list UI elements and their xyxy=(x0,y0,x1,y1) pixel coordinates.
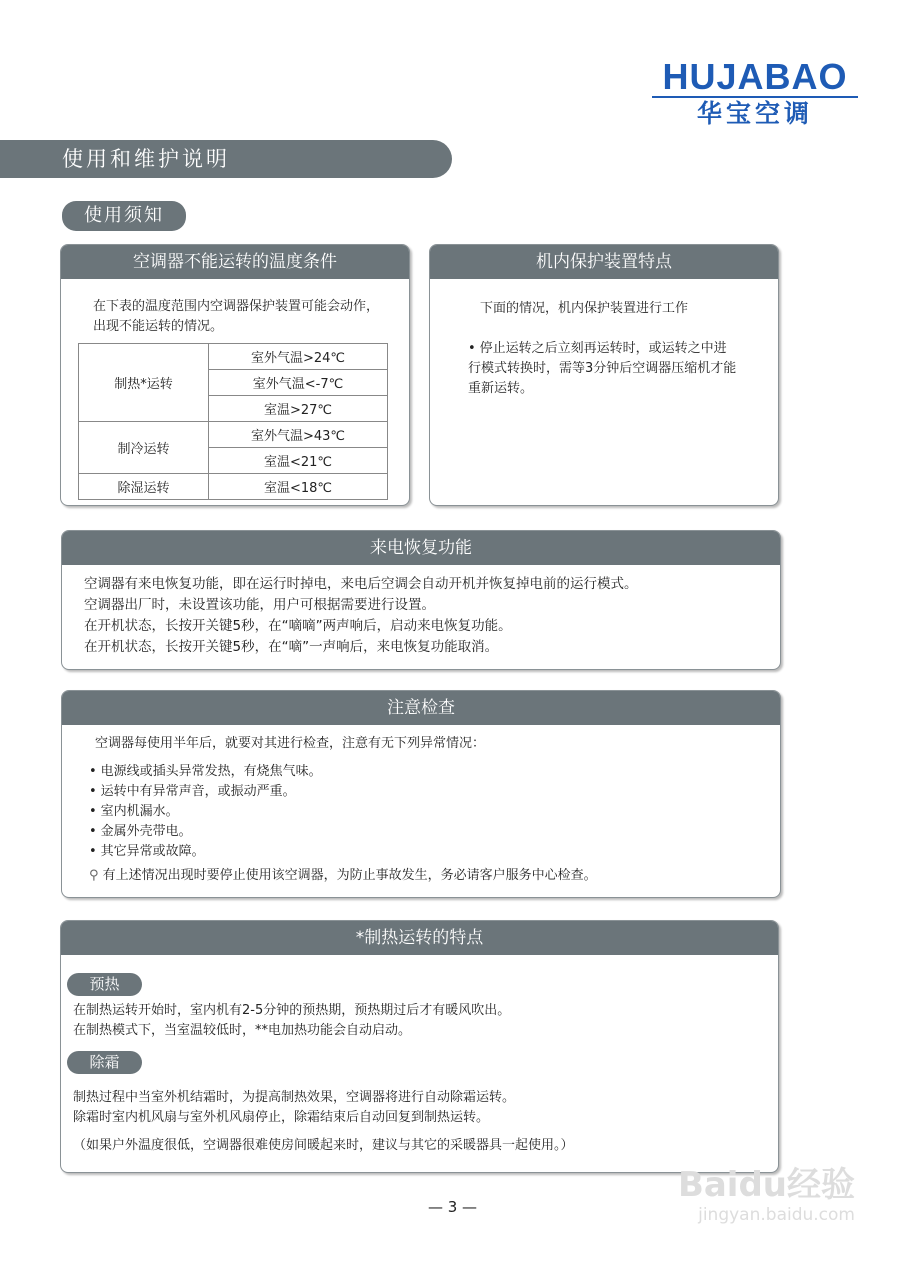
watermark-brand: Baidu经验 xyxy=(677,1165,855,1205)
bullet-item: • 金属外壳带电。 xyxy=(89,822,780,842)
section-title: 使用和维护说明 xyxy=(0,140,452,178)
box-intro: 在下表的温度范围内空调器保护装置可能会动作，出现不能运转的情况。 xyxy=(93,299,380,334)
subsection-title: 使用须知 xyxy=(62,201,186,231)
bullet-item: • 其它异常或故障。 xyxy=(89,842,780,862)
text-line: 在制热模式下，当室温较低时，**电加热功能会自动启动。 xyxy=(73,1023,412,1038)
mode-cell: 除湿运转 xyxy=(79,474,209,500)
defrost-label: 除霜 xyxy=(67,1051,142,1074)
text-line: 在制热运转开始时，室内机有2-5分钟的预热期，预热期过后才有暖风吹出。 xyxy=(73,1003,511,1018)
temperature-table xyxy=(78,343,388,500)
cond-cell: 室温<18℃ xyxy=(209,474,388,500)
mode-cell: 制热*运转 xyxy=(79,344,209,422)
temperature-conditions-box xyxy=(60,244,410,506)
box-header: 来电恢复功能 xyxy=(62,531,780,565)
box-header: 注意检查 xyxy=(62,691,780,725)
heating-features-box xyxy=(60,920,779,1173)
brand-logo xyxy=(652,58,858,130)
text-line: 在开机状态，长按开关键5秒，在“嘀嘀”两声响后，启动来电恢复功能。 xyxy=(84,618,512,634)
box-intro: 下面的情况，机内保护装置进行工作 xyxy=(480,301,689,316)
watermark-url: jingyan.baidu.com xyxy=(698,1205,855,1225)
box-intro: 空调器每使用半年后，就要对其进行检查，注意有无下列异常情况： xyxy=(95,736,486,751)
inspection-box xyxy=(61,690,781,898)
cond-cell: 室外气温>24℃ xyxy=(209,344,388,370)
logo-en: HUJABAO xyxy=(652,58,858,98)
note-text: （如果户外温度很低，空调器很难使房间暖起来时，建议与其它的采暖器具一起使用。） xyxy=(73,1138,574,1153)
cond-cell: 室外气温>43℃ xyxy=(209,422,388,448)
bullet-item: • 停止运转之后立刻再运转时，或运转之中进行模式转换时，需等3分钟后空调器压缩机才能重新运转。 xyxy=(468,339,738,399)
magnifier-icon: ⚲ xyxy=(89,868,103,883)
mode-cell: 制冷运转 xyxy=(79,422,209,474)
watermark xyxy=(645,1165,855,1225)
text-line: 制热过程中当室外机结霜时，为提高制热效果，空调器将进行自动除霜运转。 xyxy=(73,1090,516,1105)
bullet-item: • 电源线或插头异常发热，有烧焦气味。 xyxy=(89,762,780,782)
logo-cn: 华宝空调 xyxy=(696,99,813,128)
box-header: 空调器不能运转的温度条件 xyxy=(61,245,409,279)
box-header: 机内保护装置特点 xyxy=(430,245,778,279)
bullet-item: • 室内机漏水。 xyxy=(89,802,780,822)
bullet-item: • 运转中有异常声音，或振动严重。 xyxy=(89,782,780,802)
power-recovery-box xyxy=(61,530,781,670)
note-text: 有上述情况出现时要停止使用该空调器，为防止事故发生，务必请客户服务中心检查。 xyxy=(102,868,597,883)
protection-features-box xyxy=(429,244,779,506)
cond-cell: 室温<21℃ xyxy=(209,448,388,474)
page-number: — 3 — xyxy=(427,1198,478,1216)
text-line: 除霜时室内机风扇与室外机风扇停止，除霜结束后自动回复到制热运转。 xyxy=(73,1110,490,1125)
box-header: *制热运转的特点 xyxy=(61,921,778,955)
text-line: 在开机状态，长按开关键5秒，在“嘀”一声响后，来电恢复功能取消。 xyxy=(84,639,499,655)
cond-cell: 室外气温<-7℃ xyxy=(209,370,388,396)
preheat-label: 预热 xyxy=(67,973,142,996)
text-line: 空调器有来电恢复功能，即在运行时掉电，来电后空调会自动开机并恢复掉电前的运行模式。 xyxy=(84,576,638,592)
text-line: 空调器出厂时，未设置该功能，用户可根据需要进行设置。 xyxy=(84,597,435,613)
cond-cell: 室温>27℃ xyxy=(209,396,388,422)
